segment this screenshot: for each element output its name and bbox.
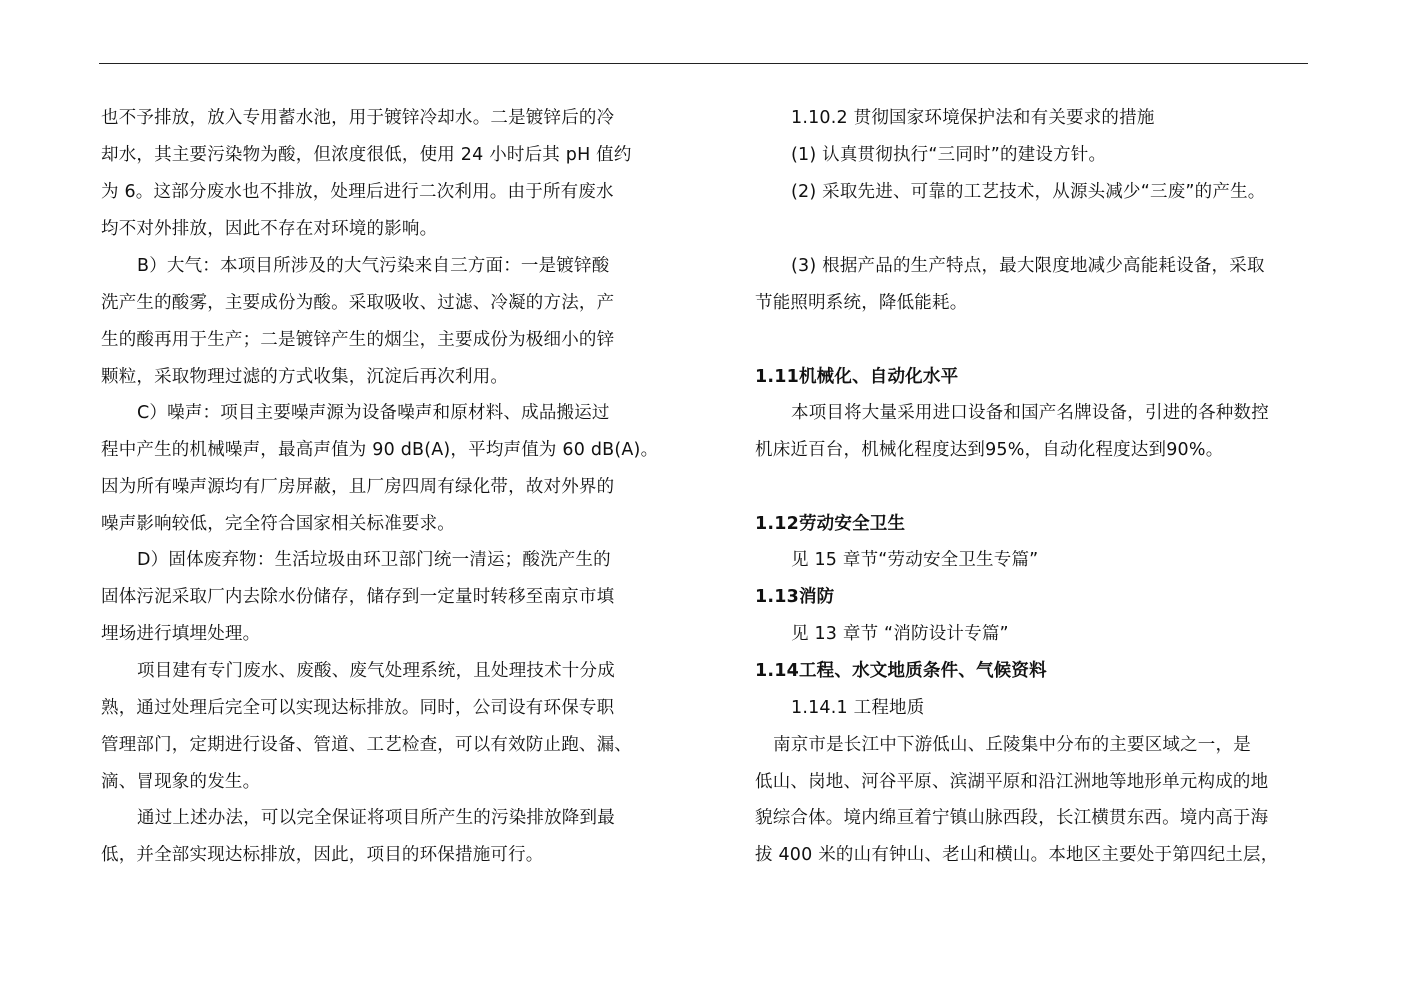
paragraph-line: 熟，通过处理后完全可以实现达标排放。同时，公司设有环保专职 — [101, 698, 615, 718]
section-heading: 1.11机械化、自动化水平 — [755, 367, 959, 387]
paragraph-line: 固体污泥采取厂内去除水份储存，储存到一定量时转移至南京市填 — [101, 587, 615, 607]
paragraph-line: 埋场进行填埋处理。 — [101, 624, 261, 644]
paragraph-line: 本项目将大量采用进口设备和国产名牌设备，引进的各种数控 — [791, 403, 1269, 423]
section-heading: 1.12劳动安全卫生 — [755, 514, 906, 534]
paragraph-line: 程中产生的机械噪声，最高声值为 90 dB(A)，平均声值为 60 dB(A)。 — [101, 440, 659, 460]
paragraph-line: 洗产生的酸雾，主要成份为酸。采取吸收、过滤、冷凝的方法，产 — [101, 293, 615, 313]
subsection-heading: 1.14.1 工程地质 — [791, 698, 925, 718]
paragraph-line: 颗粒，采取物理过滤的方式收集，沉淀后再次利用。 — [101, 367, 509, 387]
paragraph-line: C）噪声：项目主要噪声源为设备噪声和原材料、成品搬运过 — [137, 403, 610, 423]
paragraph-line: D）固体废弃物：生活垃圾由环卫部门统一清运；酸洗产生的 — [137, 550, 611, 570]
paragraph-line: 噪声影响较低，完全符合国家相关标准要求。 — [101, 514, 455, 534]
paragraph-line: 南京市是长江中下游低山、丘陵集中分布的主要区域之一，是 — [773, 735, 1251, 755]
paragraph-line: 均不对外排放，因此不存在对环境的影响。 — [101, 219, 438, 239]
section-heading: 1.13消防 — [755, 587, 835, 607]
paragraph-line: 却水，其主要污染物为酸，但浓度很低，使用 24 小时后其 pH 值约 — [101, 145, 632, 165]
paragraph-line: 为 6。这部分废水也不排放，处理后进行二次利用。由于所有废水 — [101, 182, 614, 202]
list-item: (1) 认真贯彻执行“三同时”的建设方针。 — [791, 145, 1107, 165]
paragraph-line: 通过上述办法，可以完全保证将项目所产生的污染排放降到最 — [137, 808, 615, 828]
paragraph-line: 生的酸再用于生产；二是镀锌产生的烟尘，主要成份为极细小的锌 — [101, 330, 615, 350]
subsection-heading: 1.10.2 贯彻国家环境保护法和有关要求的措施 — [791, 108, 1155, 128]
paragraph-line: 管理部门，定期进行设备、管道、工艺检查，可以有效防止跑、漏、 — [101, 735, 632, 755]
paragraph-line: 项目建有专门废水、废酸、废气处理系统，且处理技术十分成 — [137, 661, 615, 681]
paragraph-line: 节能照明系统，降低能耗。 — [755, 293, 968, 313]
paragraph-line: 也不予排放，放入专用蓄水池，用于镀锌冷却水。二是镀锌后的冷 — [101, 108, 615, 128]
paragraph-line: 见 15 章节“劳动安全卫生专篇” — [791, 550, 1039, 570]
section-heading: 1.14工程、水文地质条件、气候资料 — [755, 661, 1047, 681]
paragraph-line: 滴、冒现象的发生。 — [101, 772, 261, 792]
paragraph-line: 见 13 章节 “消防设计专篇” — [791, 624, 1009, 644]
list-item: (2) 采取先进、可靠的工艺技术，从源头减少“三废”的产生。 — [791, 182, 1266, 202]
paragraph-line: 貌综合体。境内绵亘着宁镇山脉西段，长江横贯东西。境内高于海 — [755, 808, 1269, 828]
list-item: (3) 根据产品的生产特点，最大限度地减少高能耗设备，采取 — [791, 256, 1265, 276]
header-rule — [99, 63, 1308, 64]
paragraph-line: 低山、岗地、河谷平原、滨湖平原和沿江洲地等地形单元构成的地 — [755, 772, 1269, 792]
paragraph-line: B）大气：本项目所涉及的大气污染来自三方面：一是镀锌酸 — [137, 256, 610, 276]
paragraph-line: 机床近百台，机械化程度达到95%，自动化程度达到90%。 — [755, 440, 1224, 460]
paragraph-line: 低，并全部实现达标排放，因此，项目的环保措施可行。 — [101, 845, 544, 865]
paragraph-line: 因为所有噪声源均有厂房屏蔽，且厂房四周有绿化带，故对外界的 — [101, 477, 615, 497]
paragraph-line: 拔 400 米的山有钟山、老山和横山。本地区主要处于第四纪土层， — [755, 845, 1279, 865]
